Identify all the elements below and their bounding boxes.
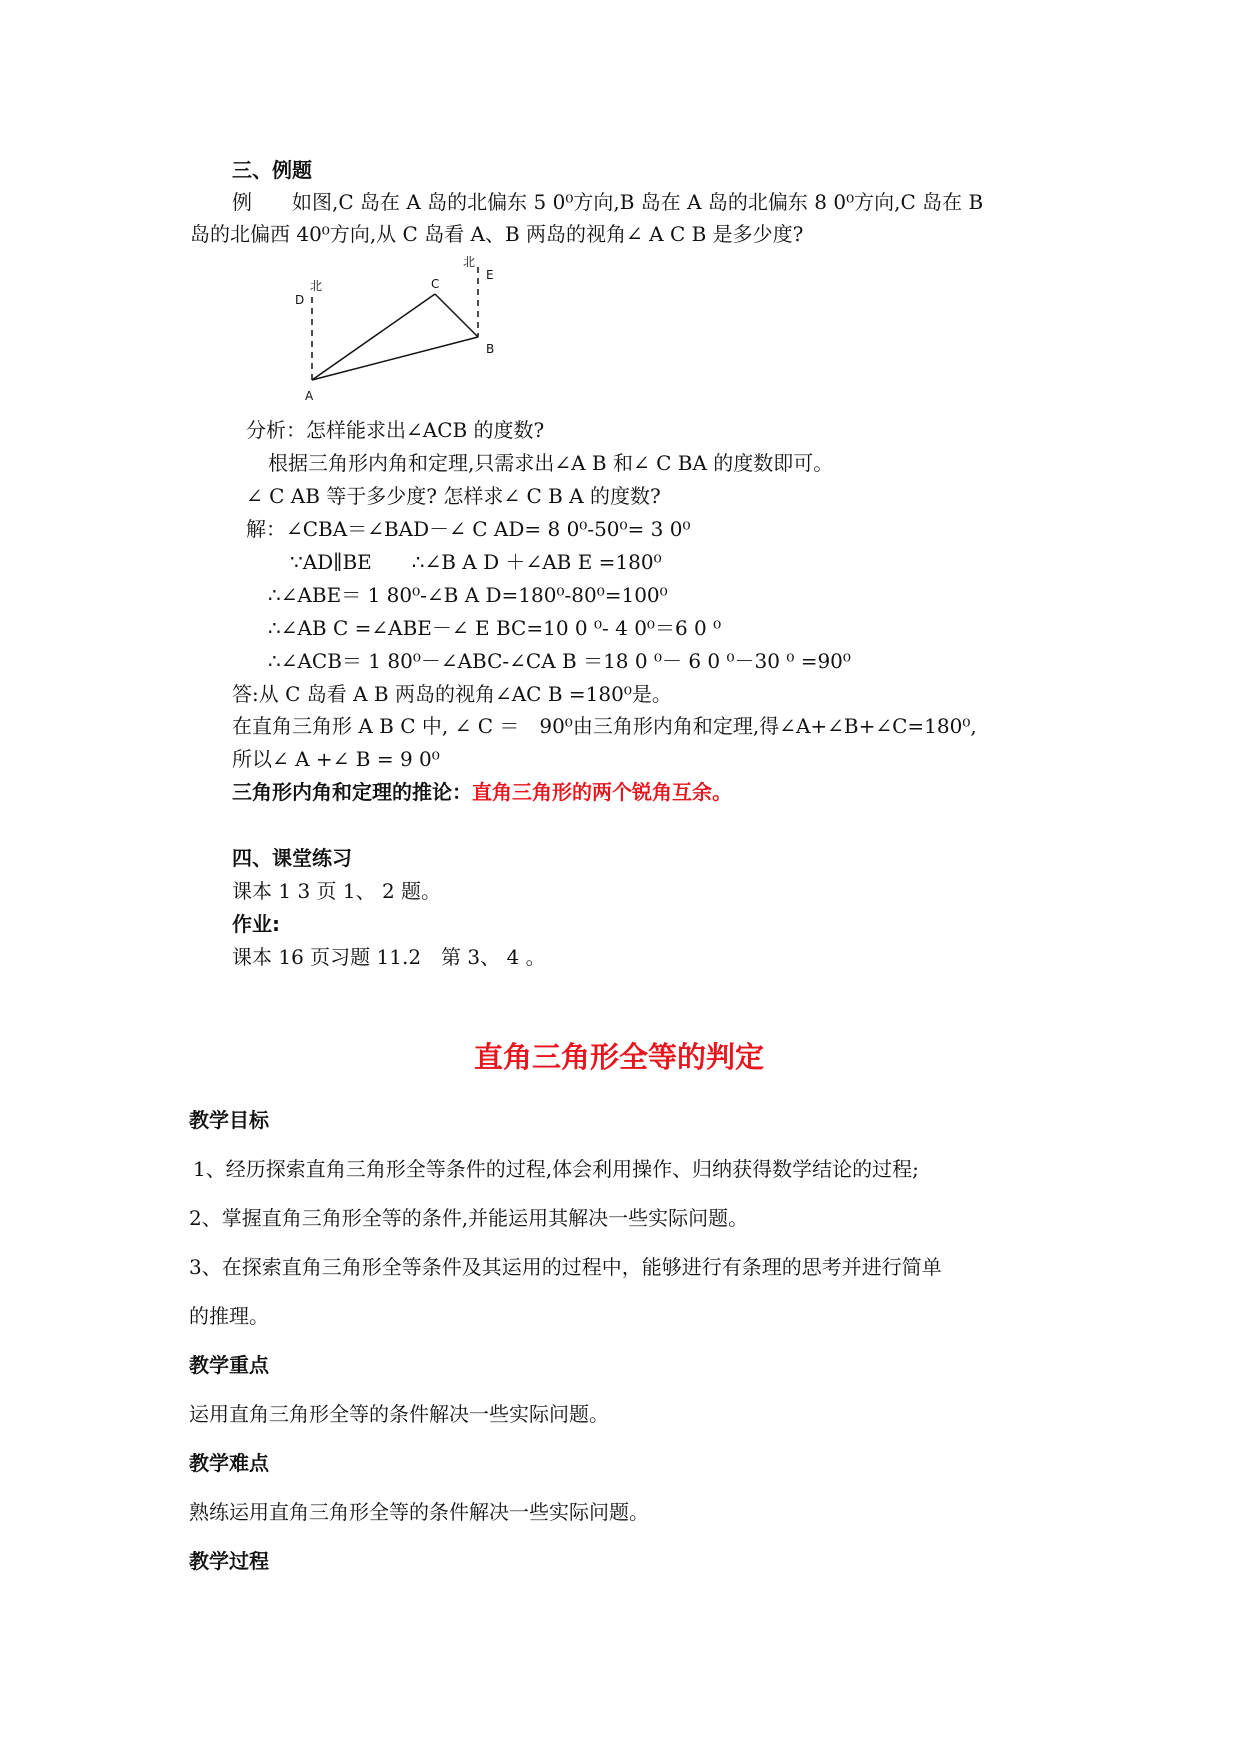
goal-2: 2、掌握直角三角形全等的条件,并能运用其解决一些实际问题。 <box>189 1206 749 1230</box>
corollary-label: 三角形内角和定理的推论： <box>232 780 472 804</box>
solution-line1: 解：∠CBA＝∠BAD－∠ C AD= 8 0⁰-50⁰= 3 0⁰ <box>246 517 691 541</box>
analysis-line2: 根据三角形内角和定理,只需求出∠A B 和∠ C BA 的度数即可。 <box>268 451 834 475</box>
label-north-left: 北 <box>310 279 323 293</box>
solution-line5: ∴∠ACB＝ 1 80⁰－∠ABC-∠CA B ＝18 0 ⁰－ 6 0 ⁰－30 ⁰ =90⁰ <box>268 649 851 673</box>
segment-ac <box>312 294 435 380</box>
section-heading-practice: 四、课堂练习 <box>232 846 352 870</box>
right-triangle-line1: 在直角三角形 A B C 中, ∠ C ＝ 90⁰由三角形内角和定理,得∠A+∠B+∠C=180⁰, <box>232 714 977 738</box>
homework-heading: 作业: <box>232 912 280 936</box>
example-text-line2: 岛的北偏西 40⁰方向,从 C 岛看 A、B 两岛的视角∠ A C B 是多少度? <box>190 222 804 246</box>
goal-1: 1、经历探索直角三角形全等条件的过程,体会利用操作、归纳获得数学结论的过程; <box>193 1157 919 1181</box>
answer-line: 答:从 C 岛看 A B 两岛的视角∠AC B =180⁰是。 <box>232 682 672 706</box>
homework-line: 课本 16 页习题 11.2 第 3、 4 。 <box>232 945 546 969</box>
goal-3-line2: 的推理。 <box>189 1304 269 1328</box>
goals-heading: 教学目标 <box>189 1108 269 1132</box>
corollary-text: 直角三角形的两个锐角互余。 <box>472 780 732 804</box>
difficulty-text: 熟练运用直角三角形全等的条件解决一些实际问题。 <box>189 1500 649 1524</box>
right-triangle-line2: 所以∠ A +∠ B = 9 0⁰ <box>232 747 440 771</box>
island-bearing-figure <box>285 252 515 407</box>
solution-line3: ∴∠ABE＝ 1 80⁰-∠B A D=180⁰-80⁰=100⁰ <box>268 583 668 607</box>
goal-3-line1: 3、在探索直角三角形全等条件及其运用的过程中，能够进行有条理的思考并进行简单 <box>189 1255 942 1279</box>
difficulty-heading: 教学难点 <box>189 1451 269 1475</box>
process-heading: 教学过程 <box>189 1549 269 1573</box>
label-b: B <box>486 342 495 356</box>
segment-cb <box>435 294 478 337</box>
key-points-heading: 教学重点 <box>189 1353 269 1377</box>
solution-line2: ∵AD∥BE ∴∠B A D ＋∠AB E =180⁰ <box>290 550 662 574</box>
corollary <box>232 779 732 805</box>
label-e: E <box>486 268 494 282</box>
segment-ab <box>312 337 478 380</box>
key-points-text: 运用直角三角形全等的条件解决一些实际问题。 <box>189 1402 609 1426</box>
label-d: D <box>295 293 305 307</box>
section-heading-examples: 三、例题 <box>232 158 312 182</box>
label-a: A <box>305 389 314 403</box>
example-text-line1: 例 如图,C 岛在 A 岛的北偏东 5 0⁰方向,B 岛在 A 岛的北偏东 8 0⁰方向,C 岛在 B <box>232 190 984 214</box>
lesson-title: 直角三角形全等的判定 <box>474 1040 765 1074</box>
analysis-line3: ∠ C AB 等于多少度? 怎样求∠ C B A 的度数? <box>246 484 661 508</box>
solution-line4: ∴∠AB C =∠ABE－∠ E BC=10 0 ⁰- 4 0⁰＝6 0 ⁰ <box>268 616 722 640</box>
label-c: C <box>431 277 440 291</box>
label-north-right: 北 <box>463 255 476 269</box>
analysis-line1: 分析：怎样能求出∠ACB 的度数? <box>246 418 545 442</box>
practice-line: 课本 1 3 页 1、 2 题。 <box>232 879 442 903</box>
